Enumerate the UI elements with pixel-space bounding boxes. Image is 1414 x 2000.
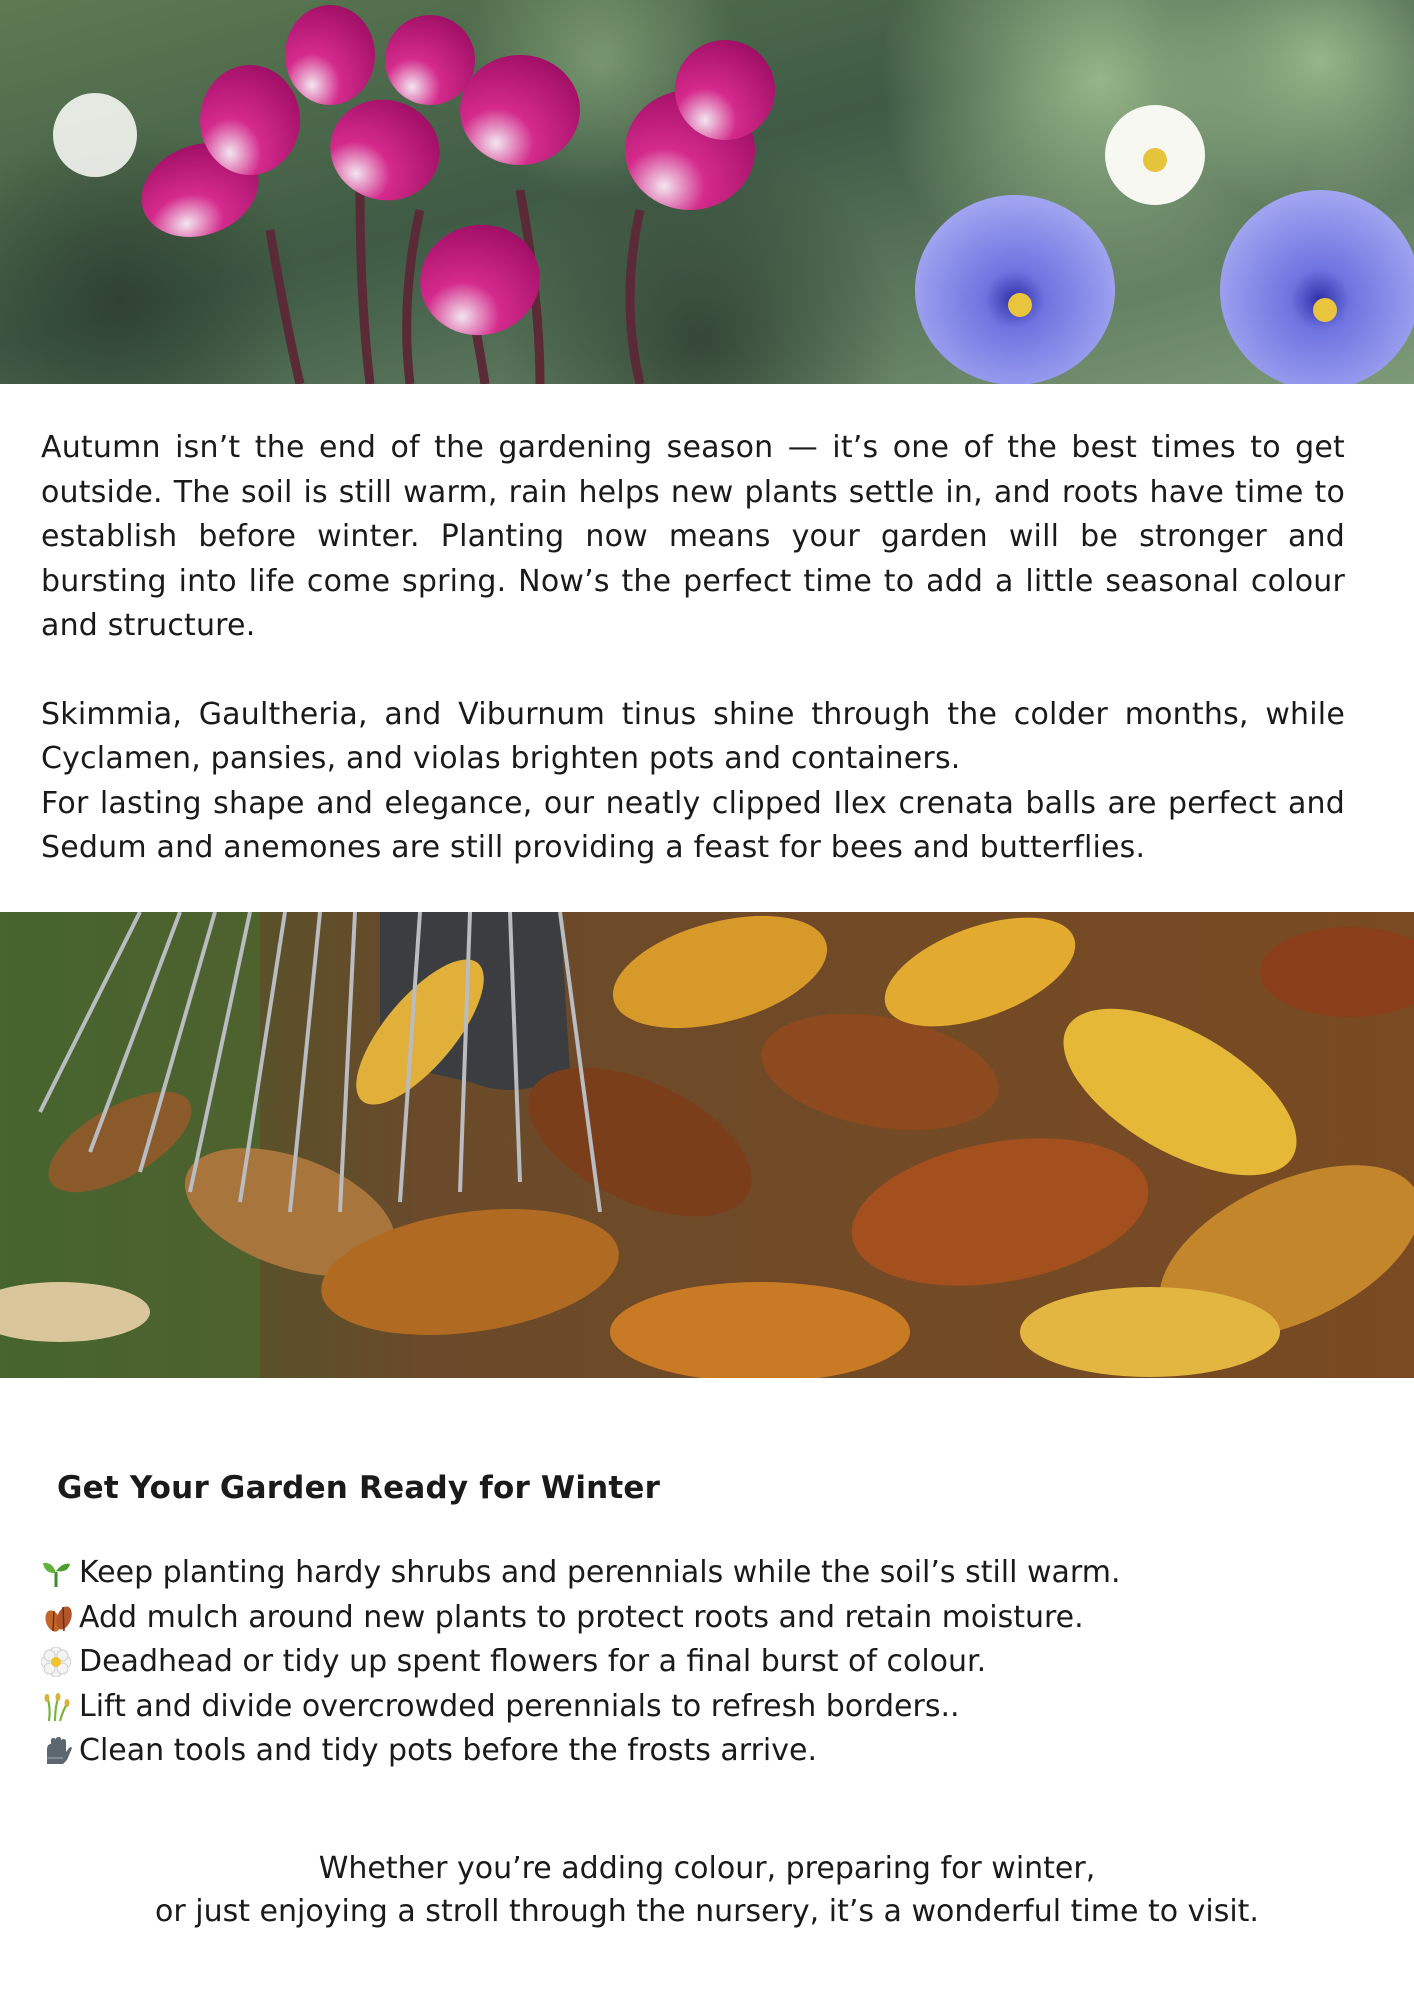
flower-icon (41, 1646, 79, 1678)
tip-text: Add mulch around new plants to protect roots and retain moisture. (79, 1599, 1084, 1635)
list-item (41, 1729, 1121, 1774)
tip-text: Deadhead or tidy up spent flowers for a final burst of colour. (79, 1644, 987, 1679)
intro-paragraph: Autumn isn’t the end of the gardening season — it’s one of the best times to get outside. The soil is still warm, rain helps new plants settle in, and roots have time to establish before winter. Planting now means your garden will be stronger and bursting into life come spring. Now’s the perfect time to add a little seasonal colour and structure. (41, 430, 1345, 643)
section-title: Get Your Garden Ready for Winter (57, 1470, 661, 1506)
intro-text (41, 426, 1345, 871)
fallen-leaves-icon (41, 1602, 79, 1634)
list-item (41, 1685, 1121, 1730)
tip-text: Keep planting hardy shrubs and perennials while the soil’s still warm. (79, 1555, 1121, 1590)
tip-text: Clean tools and tidy pots before the frosts arrive. (79, 1733, 817, 1768)
autumn-leaves-image (0, 912, 1414, 1378)
tips-list (41, 1551, 1121, 1774)
list-item (41, 1596, 1121, 1641)
closing-text (0, 1848, 1414, 1933)
closing-line: or just enjoying a stroll through the nursery, it’s a wonderful time to visit. (155, 1893, 1259, 1929)
seedling-icon (41, 1557, 79, 1589)
list-item (41, 1640, 1121, 1685)
glove-icon (41, 1735, 79, 1767)
grass-icon (41, 1691, 79, 1723)
hero-flowers-image (0, 0, 1414, 384)
intro-paragraph: For lasting shape and elegance, our neatly clipped Ilex crenata balls are perfect and Sedum and anemones are still providing a feast for bees and butterflies. (41, 785, 1345, 865)
tip-text: Lift and divide overcrowded perennials to refresh borders.. (79, 1688, 960, 1724)
list-item (41, 1551, 1121, 1596)
intro-paragraph: Skimmia, Gaultheria, and Viburnum tinus shine through the colder months, while Cyclamen, pansies, and violas brighten pots and containers. (41, 696, 1345, 776)
closing-line: Whether you’re adding colour, preparing for winter, (318, 1851, 1096, 1886)
